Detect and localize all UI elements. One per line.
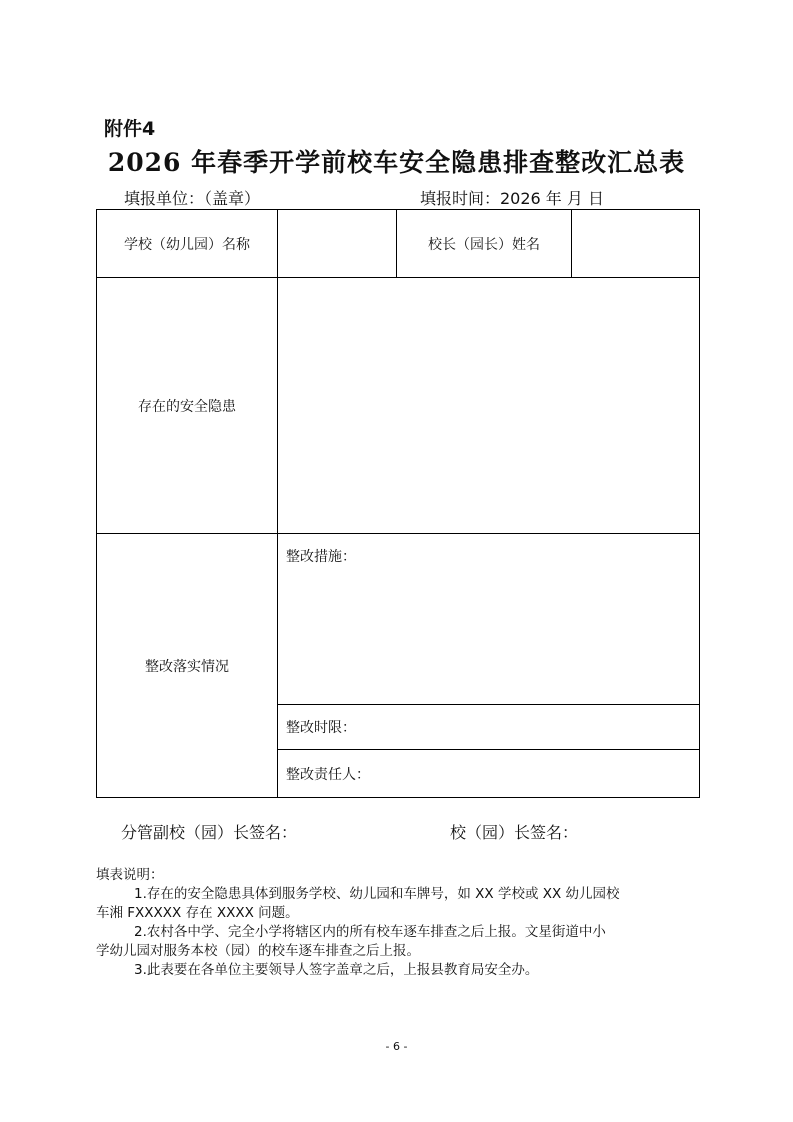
- note-item-2-line-2: 学幼儿园对服务本校（园）的校车逐车排查之后上报。: [96, 943, 420, 959]
- note-item-2-line-1: 2.农村各中学、完全小学将辖区内的所有校车逐车排查之后上报。文星街道中小: [134, 924, 606, 940]
- principal-name-label: 校长（园长）姓名: [428, 236, 540, 253]
- fill-time-label: 填报时间：2026 年 月 日: [420, 189, 604, 208]
- table-border-right: [699, 209, 700, 798]
- page-number: - 6 -: [385, 1040, 408, 1053]
- rectification-label: 整改落实情况: [145, 658, 229, 675]
- principal-signature-label: 校（园）长签名：: [450, 823, 579, 842]
- attachment-label: 附件4: [104, 118, 156, 140]
- principal-name-field[interactable]: [572, 210, 699, 277]
- hazards-label: 存在的安全隐患: [138, 398, 236, 415]
- note-item-1-line-1: 1.存在的安全隐患具体到服务学校、幼儿园和车牌号，如 XX 学校或 XX 幼儿园校: [134, 886, 620, 902]
- deadline-label: 整改时限：: [286, 720, 356, 736]
- responsible-label: 整改责任人：: [286, 766, 370, 783]
- table-border-bottom: [96, 797, 700, 798]
- school-name-field[interactable]: [278, 210, 396, 277]
- page-title: 2026 年春季开学前校车安全隐患排查整改汇总表: [107, 148, 686, 177]
- notes-heading: 填表说明：: [96, 867, 164, 883]
- note-item-3: 3.此表要在各单位主要领导人签字盖章之后，上报县教育局安全办。: [134, 962, 539, 978]
- fill-unit-label: 填报单位：（盖章）: [124, 189, 261, 208]
- measures-label: 整改措施：: [286, 549, 356, 565]
- note-item-1-line-2: 车湘 FXXXXX 存在 XXXX 问题。: [96, 905, 299, 921]
- vice-principal-signature-label: 分管副校（园）长签名：: [121, 823, 298, 842]
- school-name-label: 学校（幼儿园）名称: [124, 236, 250, 253]
- hazards-field[interactable]: [278, 278, 699, 533]
